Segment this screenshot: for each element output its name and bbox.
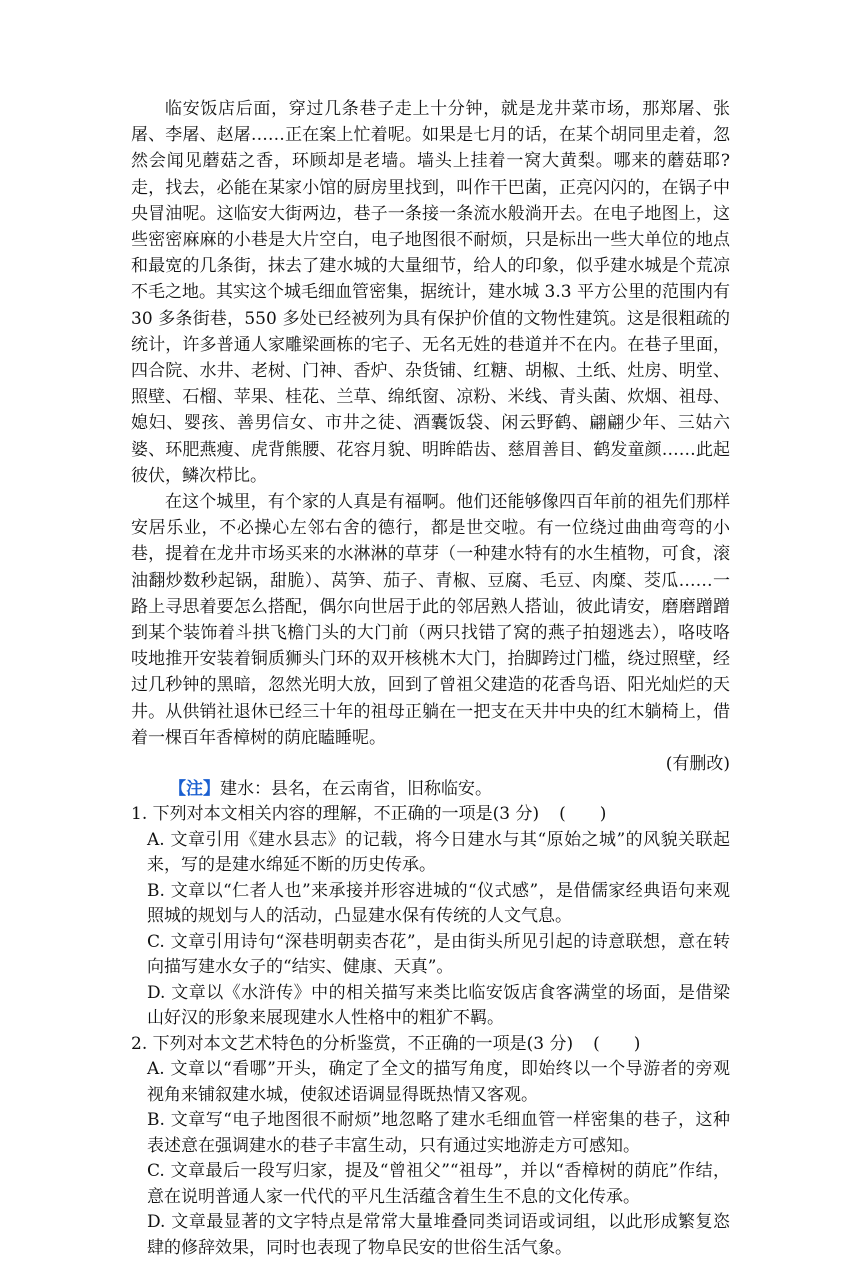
- option-b: B. 文章以“仁者人也”来承接并形容进城的“仪式感”，是借儒家经典语句来观照城的规划与人的活动，凸显建水保有传统的人文气息。: [147, 880, 730, 927]
- document-page: [131, 96, 730, 1261]
- answer-blank: ( ): [593, 1033, 641, 1054]
- option-a: A. 文章引用《建水县志》的记载，将今日建水与其“原始之城”的风貌关联起来，写的是建水绵延不断的历史传承。: [147, 829, 730, 876]
- option-d: D. 文章最显著的文字特点是常常大量堆叠同类词语或词组，以此形成繁复恣肆的修辞效果，同时也表现了物阜民安的世俗生活气象。: [147, 1212, 730, 1258]
- question-stem-text: 1. 下列对本文相关内容的理解，不正确的一项是(3 分): [131, 804, 540, 825]
- question-1: [131, 802, 730, 1032]
- question-stem: [131, 802, 730, 828]
- annotation: [131, 777, 730, 802]
- option-c: C. 文章引用诗句“深巷明朝卖杏花”，是由街头所见引起的诗意联想，意在转向描写建水女子的“结实、健康、天真”。: [147, 931, 730, 978]
- source-note: (有删改): [665, 754, 730, 775]
- option-b: B. 文章写“电子地图很不耐烦”地忽略了建水毛细血管一样密集的巷子，这种表述意在强调建水的巷子丰富生动，只有通过实地游走方可感知。: [147, 1110, 730, 1156]
- option-a: A. 文章以“看哪”开头，确定了全文的描写角度，即始终以一个导游者的旁观视角来铺叙建水城，使叙述语调显得既热情又客观。: [147, 1059, 730, 1105]
- question-2: [131, 1032, 730, 1261]
- option-c: C. 文章最后一段写归家，提及“曾祖父”“祖母”，并以“香樟树的荫庇”作结，意在说明普通人家一代代的平凡生活蕴含着生生不息的文化传承。: [147, 1161, 730, 1207]
- option-d: D. 文章以《水浒传》中的相关描写来类比临安饭店食客满堂的场面，是借梁山好汉的形象来展现建水人性格中的粗犷不羁。: [147, 982, 730, 1029]
- answer-blank: ( ): [559, 804, 607, 825]
- passage-paragraph-2: 在这个城里，有个家的人真是有福啊。他们还能够像四百年前的祖先们那样安居乐业，不必操心左邻右舍的德行，都是世交啦。有一位绕过曲曲弯弯的小巷，提着在龙井市场买来的水淋淋的草芽（一种建水特有的水生植物，可食，滚油翻炒数秒起锅，甜脆）、莴笋、茄子、青椒、豆腐、毛豆、肉糜、茭瓜……一路上寻思着要怎么搭配，偶尔向世居于此的邻居熟人搭讪，彼此请安，磨磨蹭蹭到某个装饰着斗拱飞檐门头的大门前（两只找错了窝的燕子拍翅逃去），咯吱咯吱地推开安装着铜质狮头门环的双开核桃木大门，抬脚跨过门槛，绕过照壁，经过几秒钟的黑暗，忽然光明大放，回到了曾祖父建造的花香鸟语、阳光灿烂的天井。从供销社退休已经三十年的祖母正躺在一把支在天井中央的红木躺椅上，借着一棵百年香樟树的荫庇瞌睡呢。: [131, 492, 730, 748]
- annotation-tag: 【注】: [169, 779, 220, 800]
- question-stem: [131, 1032, 730, 1058]
- annotation-text: 建水：县名，在云南省，旧称临安。: [220, 779, 492, 800]
- passage-paragraph-1: 临安饭店后面，穿过几条巷子走上十分钟，就是龙井菜市场，那郑屠、张屠、李屠、赵屠……正在案上忙着呢。如果是七月的话，在某个胡同里走着，忽然会闻见蘑菇之香，环顾却是老墙。墙头上挂着一窝大黄梨。哪来的蘑菇耶?走，找去，必能在某家小馆的厨房里找到，叫作干巴菌，正亮闪闪的，在锅子中央冒油呢。这临安大街两边，巷子一条接一条流水般淌开去。在电子地图上，这些密密麻麻的小巷是大片空白，电子地图很不耐烦，只是标出一些大单位的地点和最宽的几条街，抹去了建水城的大量细节，给人的印象，似乎建水城是个荒凉不毛之地。其实这个城毛细血管密集，据统计，建水城 3.3 平方公里的范围内有 30 多条街巷，550 多处已经被列为具有保护价值的文物性建筑。这是很粗疏的统计，许多普通人家雕梁画栋的宅子、无名无姓的巷道并不在内。在巷子里面，四合院、水井、老树、门神、香炉、杂货铺、红糖、胡椒、土纸、灶房、明堂、照壁、石榴、苹果、桂花、兰草、绵纸窗、凉粉、米线、青头菌、炊烟、祖母、媳妇、婴孩、善男信女、市井之徒、酒囊饭袋、闲云野鹤、翩翩少年、三姑六婆、环肥燕瘦、虎背熊腰、花容月貌、明眸皓齿、慈眉善目、鹤发童颜……此起彼伏，鳞次栉比。: [131, 99, 730, 486]
- question-stem-text: 2. 下列对本文艺术特色的分析鉴赏，不正确的一项是(3 分): [131, 1033, 574, 1054]
